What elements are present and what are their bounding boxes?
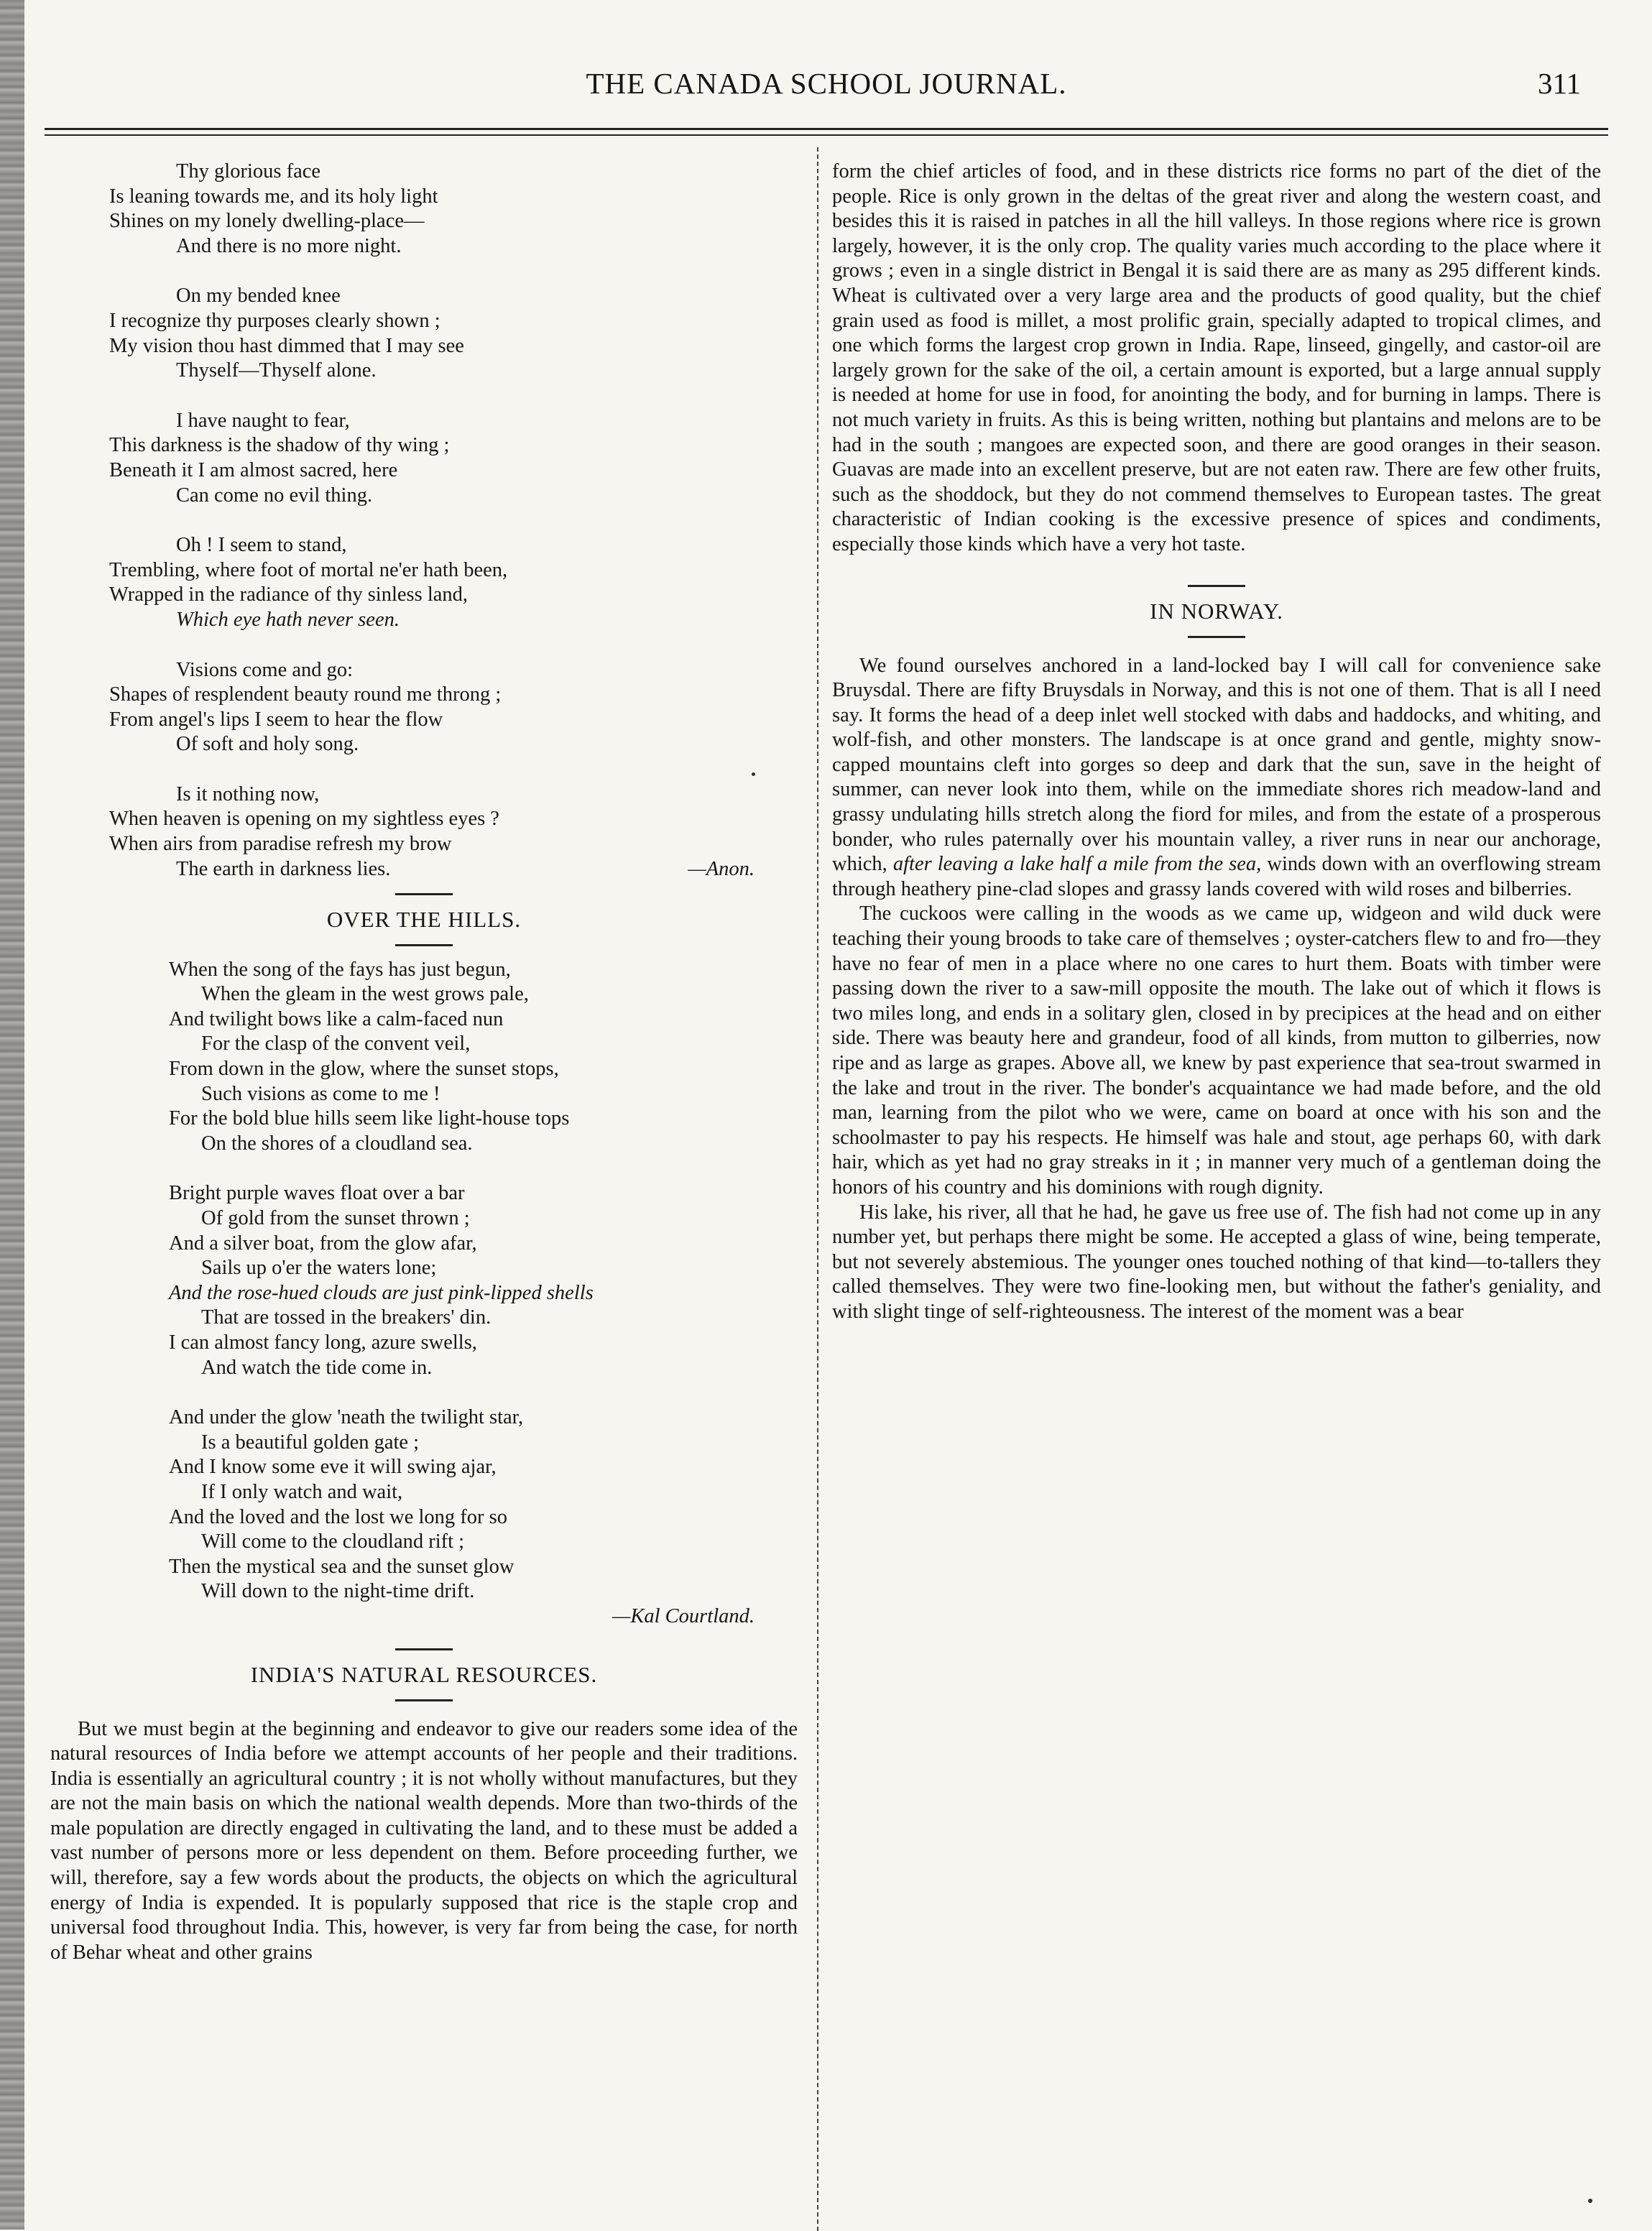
poem-line: When the song of the fays has just begun, [169,958,511,981]
poem-line: Is leaning towards me, and its holy light [109,185,438,208]
poem-signature: —Kal Courtland. [612,1604,755,1627]
poem-line: Sails up o'er the waters lone; [201,1257,437,1280]
article-india-body-left [50,1717,798,1966]
poem-line: Shines on my lonely dwelling-place— [109,210,425,233]
poem-closing-line [50,857,798,882]
scan-speck [752,772,755,776]
left-column [50,160,798,1965]
poem-line: Then the mystical sea and the sunset glow [169,1555,514,1578]
right-column [832,160,1601,1325]
poem-signature: —Anon. [688,857,755,880]
poem-stanza [50,284,798,383]
poem-stanza [50,160,798,259]
section-rule [395,1699,453,1701]
poem-anon [50,160,798,882]
poem-line: If I only watch and wait, [201,1480,403,1503]
page-number: 311 [1538,67,1581,100]
poem-line: Of soft and holy song. [176,733,359,756]
poem-line: The earth in darkness lies. [176,857,391,880]
page-header [43,66,1610,116]
poem-line: I recognize thy purposes clearly shown ; [109,309,440,332]
poem-stanza [50,958,798,1157]
poem-line: Will come to the cloudland rift ; [201,1530,465,1553]
poem-line: Is a beautiful golden gate ; [201,1431,420,1454]
poem-stanza [50,409,798,508]
poem-line: On my bended knee [176,285,341,308]
poem-line: I can almost fancy long, azure swells, [169,1331,477,1354]
poem-line: On the shores of a cloudland sea. [201,1132,473,1155]
section-rule [1188,585,1245,587]
poem-line: And twilight bows like a calm-faced nun [169,1007,504,1030]
poem-stanza [50,1405,798,1604]
poem-line: From angel's lips I seem to hear the flow [109,708,443,731]
journal-title: THE CANADA SCHOOL JOURNAL. [586,67,1067,100]
paragraph: The cuckoos were calling in the woods as we came up, widgeon and wild duck were teaching their young broods to take care of themselves ; oyster-catchers flew to and fro—they have no fear of men in a place where no one cares to hurt them. Boats with timber were passing down the river to a saw-mill opposite the mouth. The lake out of which it flows is two miles long, and ends in a solitary glen, closed in by precipices at the head and on either side. There was beauty here and grandeur, food of all kinds, from mutton to gilberries, now ripe and as large as grapes. Above all, we knew by past experience that sea-trout swarmed in the lake and trout in the river. The bonder's acquaintance we had made before, and the old man, learning from the pilot who we were, came on board at once with his son and the schoolmaster to pay his respects. He himself was hale and stout, age perhaps 60, with dark hair, which as yet had no gray streaks in it ; in manner very much of a gentleman doing the honors of his country and his dominions with rough dignity. [832,902,1601,1198]
poem-line: Can come no evil thing. [176,484,373,507]
poem-stanza [50,658,798,757]
poem-line: When the gleam in the west grows pale, [201,983,529,1006]
poem-line: Trembling, where foot of mortal ne'er hath been, [109,558,508,581]
paragraph-text: winds down with an overflowing stream through heathery pine-clad slopes and grassy lands covered with wild roses and bilberries. [832,853,1602,900]
poem-line: Visions come and go: [176,658,354,681]
section-rule [1188,636,1245,638]
poem-line: That are tossed in the breakers' din. [201,1306,492,1329]
scan-speck [1588,2199,1592,2203]
poem-line: This darkness is the shadow of thy wing ; [109,434,450,457]
poem-line: Is it nothing now, [176,782,320,805]
header-rule [45,128,1608,130]
poem-line: Shapes of resplendent beauty round me throng ; [109,683,502,706]
paragraph: form the chief articles of food, and in these districts rice forms no part of the diet of the people. Rice is only grown in the deltas of the great river and along the western coast, and besides this it is raised in patches in all the hill valleys. In those regions where rice is grown largely, however, it is the only crop. The quality varies much according to the place where it grows ; even in a single district in Bengal it is said there are as many as 295 different kinds. Wheat is cultivated over a very large area and the products of good quality, but the chief grain used as food is millet, a most prolific grain, specially adapted to tropical climes, and one which forms the largest crop grown in India. Rape, linseed, gingelly, and castor-oil are largely grown for the sake of the oil, a certain amount is exported, but a large annual supply is needed at home for use in food, for anointing the body, and for burning in lamps. There is not much variety in fruits. As this is being written, nothing but plantains and melons are to be had in the south ; mangoes are expected soon, and there are good oranges in their season. Guavas are made into an excellent preserve, but are not eaten raw. There are few other fruits, such as the shoddock, but they do not commend themselves to European tastes. The great characteristic of Indian cooking is the excessive presence of spices and condiments, especially those kinds which have a very hot taste. [832,160,1601,555]
poem-stanza [50,782,798,882]
section-rule [395,944,453,946]
poem-line: Oh ! I seem to stand, [176,534,347,557]
poem-line: Beneath it I am almost sacred, here [109,458,398,481]
section-rule [395,893,453,895]
poem-line: When airs from paradise refresh my brow [109,833,452,856]
section-title-over-the-hills: OVER THE HILLS. [326,906,522,932]
paragraph: But we must begin at the beginning and endeavor to give our readers some idea of the natural resources of India before we attempt accounts of her people and their traditions. India is essentially an agricultural country ; it is not wholly without manufactures, but they are not the main basis on which the national wealth depends. More than two-thirds of the male population are directly engaged in cultivating the land, and to these must be added a vast number of persons more or less dependent on them. Before proceeding further, we will, therefore, say a few words about the products, the objects on which the agricultural energy of India is expended. It is popularly supposed that rice is the staple crop and universal food throughout India. This, however, is very far from being the case, for north of Behar wheat and other grains [50,1717,798,1964]
paragraph-text: We found ourselves anchored in a land-locked bay I will call for convenience sake Bruysdal. There are fifty Bruysdals in Norway, and this is not one of them. That is all I need say. It forms the head of a deep inlet well stocked with dabs and haddocks, and whiting, and wolf-fish, and other monsters. The landscape is at once grand and gentle, mighty snow-capped mountains cleft into gorges so deep and dark that the sun, save in the height of summer, can never look into them, while on the immediate shores rich meadow-land and grassy undulating hills stretch along the fiord for miles, and from the estate of a prosperous bonder, who rules paternally over his mountain valley, a river runs in near our anchorage, which, [832,654,1601,876]
poem-line: And watch the tide come in. [201,1356,433,1379]
poem-line: Of gold from the sunset thrown ; [201,1207,470,1229]
poem-line: When heaven is opening on my sightless eyes ? [109,808,499,831]
poem-line: I have naught to fear, [176,409,350,432]
poem-stanza [50,1181,798,1380]
section-title-india: INDIA'S NATURAL RESOURCES. [250,1661,598,1687]
section-rule [395,1648,453,1650]
poem-line: Thyself—Thyself alone. [176,359,377,382]
poem-over-the-hills [50,958,798,1630]
poem-line: From down in the glow, where the sunset stops, [169,1058,559,1081]
poem-line: Wrapped in the radiance of thy sinless land, [109,583,469,606]
paragraph: His lake, his river, all that he had, he gave us free use of. The fish had not come up in any number yet, but perhaps there might be some. He accepted a glass of wine, being temperate, but not severely abstemious. The younger ones touched nothing of that kind—to-tallers they called themselves. They were two fine-looking men, but without the father's geniality, and with slight tinge of self-righteousness. The interest of the moment was a bear [832,1201,1601,1323]
poem-line: And there is no more night. [176,234,402,257]
poem-line: Will down to the night-time drift. [201,1580,475,1603]
paragraph-italic-text: after leaving a lake half a mile from the sea, [892,853,1262,876]
poem-line: And under the glow 'neath the twilight star, [169,1406,524,1429]
poem-stanza [50,533,798,632]
poem-line: Which eye hath never seen. [176,608,400,631]
scan-binding-edge [0,0,24,2230]
poem-line: And I know some eve it will swing ajar, [169,1456,497,1479]
poem-line: And the rose-hued clouds are just pink-lipped shells [169,1281,594,1304]
poem-line: For the bold blue hills seem like light-house tops [169,1107,570,1130]
poem-line: Such visions as come to me ! [201,1082,440,1105]
poem-line: For the clasp of the convent veil, [201,1033,471,1056]
poem-line: And a silver boat, from the glow afar, [169,1232,477,1255]
column-divider [817,147,818,2231]
poem-line: And the loved and the lost we long for so [169,1505,507,1528]
poem-line: My vision thou hast dimmed that I may see [109,334,464,357]
poem-line: Bright purple waves float over a bar [169,1182,465,1205]
article-india-body-right [832,160,1601,558]
header-rule-secondary [45,134,1608,136]
section-title-norway: IN NORWAY. [1150,598,1283,624]
article-norway-body [832,654,1601,1325]
poem-line: Thy glorious face [176,160,321,183]
paragraph [832,654,1601,902]
